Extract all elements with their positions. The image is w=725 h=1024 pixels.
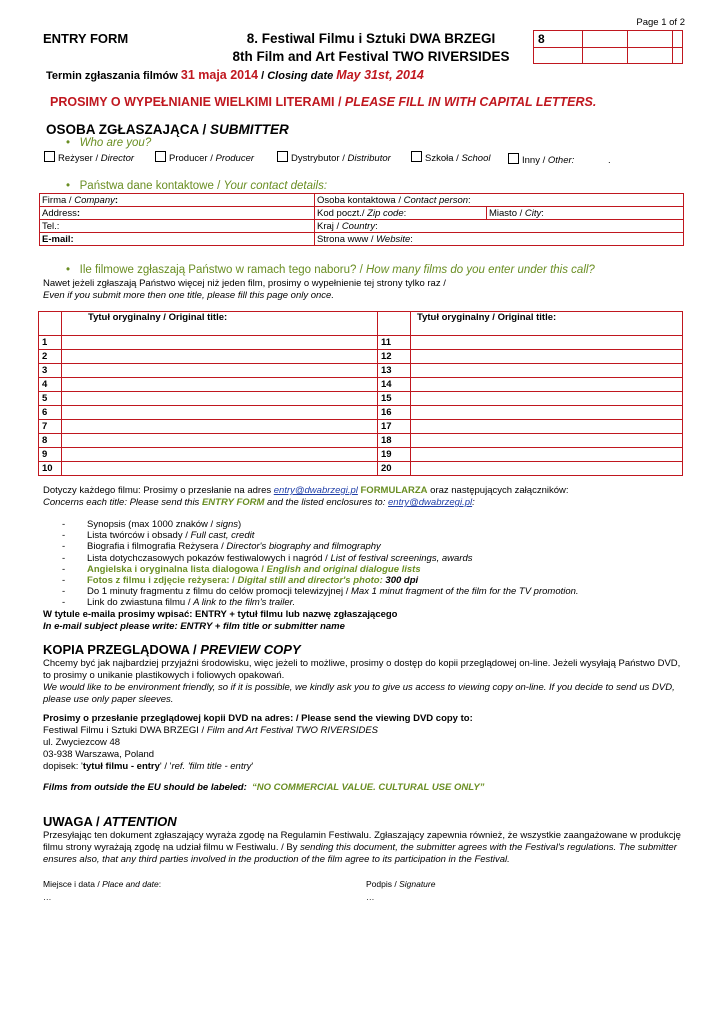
original-title-header-right: Tytuł oryginalny / Original title: — [411, 312, 683, 336]
preview-copy-text — [43, 658, 683, 706]
title-row — [39, 364, 683, 378]
checkbox[interactable] — [155, 151, 166, 162]
title-input[interactable] — [411, 378, 683, 392]
preview-text-en: We would like to be environment friendly, so if it is possible, we kindly ask you to give us access to viewing copy on-line. If you decide to send us DVD, please use only paper sleeves. — [43, 682, 675, 705]
title-input[interactable] — [62, 462, 378, 476]
title-number: 13 — [378, 364, 411, 378]
address-field[interactable]: Address: — [40, 207, 315, 220]
enclosure-item: - Biografia i filmografia Reżysera / Director's biography and filmography — [62, 541, 381, 553]
contact-details-label: • Państwa dane kontaktowe / Your contact details: — [66, 180, 328, 192]
role-producer[interactable]: Producer / Producer — [155, 151, 254, 164]
title-input[interactable] — [411, 434, 683, 448]
contact-person-field[interactable]: Osoba kontaktowa / Contact person: — [315, 194, 684, 207]
attention-text: Przesyłając ten dokument zgłaszający wyraża zgodę na Regulamin Festiwalu. Zgłaszający zapewnia również, że wszystkie zaangażowane w produkcję filmu strony wyrażają zgodę na udział filmu w Festiwalu. / By sending this document, the submitter agrees with the Festival's regulations. The submitter ensures also, that any third parties involved in the production of the film agree to its participation in the Festival. — [43, 830, 681, 865]
title-input[interactable] — [411, 420, 683, 434]
role-distributor[interactable]: Dystrybutor / Distributor — [277, 151, 391, 164]
title-input[interactable] — [62, 350, 378, 364]
page-number: Page 1 of 2 — [636, 17, 685, 28]
title-number: 12 — [378, 350, 411, 364]
title-number: 6 — [39, 406, 62, 420]
title-row — [39, 406, 683, 420]
title-input[interactable] — [411, 448, 683, 462]
email-subject-en: In e-mail subject please write: ENTRY + film title or submitter name — [43, 621, 345, 632]
preview-copy-heading: KOPIA PRZEGLĄDOWA / PREVIEW COPY — [43, 642, 301, 657]
title-input[interactable] — [411, 350, 683, 364]
title-number: 2 — [39, 350, 62, 364]
festival-title — [215, 30, 527, 66]
title-number: 17 — [378, 420, 411, 434]
signature: Podpis / Signature … — [366, 879, 436, 902]
title-row — [39, 448, 683, 462]
attention-heading: UWAGA / ATTENTION — [43, 814, 177, 829]
title-row — [39, 434, 683, 448]
title-input[interactable] — [411, 392, 683, 406]
who-are-you: • Who are you? — [66, 137, 152, 149]
title-number: 8 — [39, 434, 62, 448]
title-number: 11 — [378, 336, 411, 350]
enclosure-item: - Do 1 minuty fragmentu z filmu do celów promocji telewizyjnej / Max 1 minut fragment of the film for the TV promotion. — [62, 586, 579, 598]
place-date-field[interactable]: … — [43, 892, 52, 902]
enclosure-item-highlight: - Fotos z filmu i zdjęcie reżysera: / Digital still and director's photo: 300 dpi — [62, 575, 419, 587]
title-number: 10 — [39, 462, 62, 476]
title-number: 16 — [378, 406, 411, 420]
title-input[interactable] — [62, 406, 378, 420]
original-title-header-left: Tytuł oryginalny / Original title: — [62, 312, 378, 336]
contact-table — [39, 193, 684, 246]
title-row — [39, 336, 683, 350]
checkbox[interactable] — [411, 151, 422, 162]
title-number: 19 — [378, 448, 411, 462]
checkbox[interactable] — [508, 153, 519, 164]
title-input[interactable] — [62, 434, 378, 448]
email-link[interactable]: entry@dwabrzegi.pl — [273, 485, 358, 496]
title-number: 7 — [39, 420, 62, 434]
eu-label-note: Films from outside the EU should be labeled: “NO COMMERCIAL VALUE. CULTURAL USE ONLY” — [43, 782, 485, 793]
tel-field[interactable]: Tel.: — [40, 220, 315, 233]
zip-code-field[interactable]: Kod poczt./ Zip code: — [315, 207, 487, 220]
role-other[interactable]: Inny / Other: — [508, 153, 574, 166]
email-subject-pl: W tytule e-maila prosimy wpisać: ENTRY + tytuł filmu lub nazwę zgłaszającego — [43, 609, 398, 620]
title-input[interactable] — [62, 378, 378, 392]
dvd-send-label: Prosimy o przesłanie przeglądowej kopii DVD na adres: / Please send the viewing DVD copy to: — [43, 713, 473, 724]
entry-form-label: ENTRY FORM — [43, 31, 129, 46]
website-field[interactable]: Strona www / Website: — [315, 233, 684, 246]
title-input[interactable] — [62, 336, 378, 350]
titles-table — [38, 311, 683, 476]
enclosures-list — [62, 519, 579, 609]
title-number: 9 — [39, 448, 62, 462]
deadline: Termin zgłaszania filmów 31 maja 2014 / Closing date May 31st, 2014 — [46, 68, 424, 82]
dvd-address: Prosimy o przesłanie przeglądowej kopii DVD na adres: / Please send the viewing DVD copy to: Festiwal Filmu i Sztuki DWA BRZEGI / Film and Art Festival TWO RIVERSIDES ul. Zwyciezcow 48 03-938 Warszawa, Poland dopisek: 'tytuł filmu - entry' / 'ref. 'film title - entry' — [43, 713, 473, 772]
deadline-date-pl: 31 maja 2014 — [180, 68, 259, 82]
deadline-date-en: May 31st, 2014 — [336, 68, 424, 82]
title-input[interactable] — [411, 364, 683, 378]
role-director[interactable]: Reżyser / Director — [44, 151, 134, 164]
films-count-question: • Ile filmowe zgłaszają Państwo w ramach tego naboru? / How many films do you enter under this call? — [66, 264, 595, 276]
role-school[interactable]: Szkoła / School — [411, 151, 491, 164]
capital-letters-notice: PROSIMY O WYPEŁNIANIE WIELKIMI LITERAMI / PLEASE FILL IN WITH CAPITAL LETTERS. — [50, 95, 597, 109]
title-number: 3 — [39, 364, 62, 378]
films-note-pl: Nawet jeżeli zgłaszają Państwo więcej niż jeden film, prosimy o wypełnienie tej strony tylko raz / — [43, 278, 446, 289]
number-boxes — [533, 30, 683, 64]
company-field[interactable]: Firma / Company: — [40, 194, 315, 207]
email-subject-instructions — [43, 609, 398, 633]
enclosure-item: - Lista twórców i obsady / Full cast, credit — [62, 530, 255, 542]
email-link[interactable]: entry@dwabrzegi.pl — [388, 497, 473, 508]
enclosure-item: - Lista dotychczasowych pokazów festiwalowych i nagród / List of festival screenings, awards — [62, 552, 473, 564]
title-number: 18 — [378, 434, 411, 448]
title-input[interactable] — [411, 462, 683, 476]
films-note — [43, 278, 446, 302]
festival-number: 8 — [534, 31, 583, 48]
enclosures-intro: Dotyczy każdego filmu: Prosimy o przesłanie na adres entry@dwabrzegi.pl FORMULARZA oraz następujących załączników: Concerns each title: Please send this ENTRY FORM and the listed enclosures to: entry@dwabrzegi.pl: — [43, 485, 569, 508]
title-input[interactable] — [62, 392, 378, 406]
submitter-heading: OSOBA ZGŁASZAJĄCA / SUBMITTER — [46, 122, 289, 137]
checkbox[interactable] — [44, 151, 55, 162]
title-row — [39, 378, 683, 392]
other-dot: . — [608, 155, 611, 166]
title-number: 15 — [378, 392, 411, 406]
films-note-en: Even if you submit more then one title, please fill this page only once. — [43, 290, 334, 301]
title-row — [39, 462, 683, 476]
place-date: Miejsce i data / Place and date: … — [43, 879, 162, 902]
title-number: 14 — [378, 378, 411, 392]
title-input[interactable] — [411, 406, 683, 420]
title-input[interactable] — [62, 448, 378, 462]
title-input[interactable] — [62, 420, 378, 434]
title-input[interactable] — [411, 336, 683, 350]
city-field[interactable]: Miasto / City: — [487, 207, 684, 220]
title-number: 1 — [39, 336, 62, 350]
festival-title-en: 8th Film and Art Festival TWO RIVERSIDES — [232, 49, 510, 64]
title-row — [39, 350, 683, 364]
title-number: 4 — [39, 378, 62, 392]
signature-field[interactable]: … — [366, 892, 375, 902]
title-number: 20 — [378, 462, 411, 476]
title-input[interactable] — [62, 364, 378, 378]
email-field[interactable]: E-mail: — [40, 233, 315, 246]
festival-title-pl: 8. Festiwal Filmu i Sztuki DWA BRZEGI — [246, 31, 496, 46]
title-number: 5 — [39, 392, 62, 406]
enclosure-item: - Synopsis (max 1000 znaków / signs) — [62, 519, 242, 530]
enclosure-item-highlight: - Angielska i oryginalna lista dialogowa / English and original dialogue lists — [62, 563, 421, 575]
country-field[interactable]: Kraj / Country: — [315, 220, 684, 233]
title-row — [39, 392, 683, 406]
title-row — [39, 420, 683, 434]
dvd-label-note: dopisek: 'tytuł filmu - entry' / 'ref. 'film title - entry' — [43, 761, 254, 772]
preview-text-pl: Chcemy być jak najbardziej przyjaźni środowisku, więc jeżeli to możliwe, prosimy o dostęp do kopii przeglądowej on-line. Jeżeli wysyłają Państwo DVD, to prosimy o unikanie plastikowych i foliowych opakowań. — [43, 658, 681, 681]
checkbox[interactable] — [277, 151, 288, 162]
enclosure-item: - Link do zwiastuna filmu / A link to the film's trailer. — [62, 597, 296, 609]
